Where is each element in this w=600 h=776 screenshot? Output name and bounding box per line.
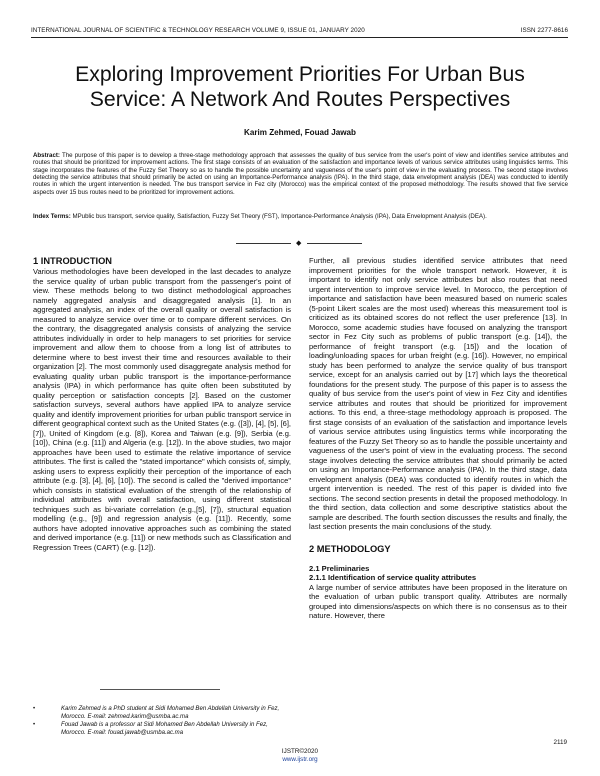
footnotes [33,705,291,737]
header-rule [31,37,568,38]
footnote-text: Karim Zehmed is a PhD student at Sidi Mohamed Ben Abdellah University in Fez, Morocco. E-mail: zehmed.karim@usmba.ac.ma [61,706,280,720]
footnote-rule [100,689,220,690]
intro-paragraph-1: Various methodologies have been developed in the last decades to analyze the service quality of urban public transport from the passenger's point of view. These methods belong to two distinct methodological approaches namely aggregated analysis and disaggregated analysis [1]. In an aggregated analysis, an index of the overall quality or overall satisfaction is measured to analyze service over time or to compare different services. On the contrary, the disaggregated analysis consists of analyzing the service attributes individually in order to help managers to set priorities for service improvement and allow them to choose from a long list of attributes to determine where to best invest their time and resources available to their organization [2]. The most commonly used disaggregate analysis method for evaluating quality urban public transport is the importance-performance analysis (IPA) in which performance has quite often been substituted by quality perception or satisfaction concepts [2]. Based on the customer satisfaction surveys, several authors have applied IPA to analyze service quality and identify improvement priorities for urban public transport service in different geographical context such as the United States (e.g. ([3]), [4], [5], [6], [7]), United of Kingdom (e.g. [8]), Korea and Taiwan (e.g. [9]), Serbia (e.g. [10]), China (e.g. [11]) and Algeria (e.g. [12]). In the above studies, two major approaches have been used to estimate the relative importance of service attributes. The first is called the "stated importance" which consists of, simply, asking users to express explicitly their perception of the importance of each attribute (e.g. [3], [4], [6], [10]). The second is called the "derived importance" which consists in statistical evaluation of the strength of the relationship of individual attributes with overall satisfaction, using different statistical techniques such as bi-variate correlation (e.g.,[5], [7]), structural equation modelling (e.g., [9]) and regression analysis (e.g. [11]). Recently, some authors have adopted innovative approaches such as combining the stated and derived importance (e.g. [11]) or new methods such as Classification and Regression Trees (CART) (e.g. [12]). [33,267,291,552]
footnote-item [33,721,291,737]
running-header [31,27,568,37]
footnote-item [33,705,291,721]
paper-title [20,62,580,112]
subsection-heading-preliminaries: 2.1 Preliminaries [309,563,370,573]
footnote-bullet: • [33,706,36,712]
separator-line-left [236,243,291,244]
section-heading-introduction: 1 INTRODUCTION [33,256,113,266]
footer-copyright: IJSTR©2020 [281,748,319,755]
subsubsection-heading-attributes: 2.1.1 Identification of service quality attributes [309,573,477,582]
intro-paragraph-2: Further, all previous studies identified service attributes that need improvement priorities for the whole transport network. However, it is important to identify not only service attributes but also routes that need urgent intervention to improve service level. In Morocco, the perception of importance and satisfaction have been measured based on numeric scales (5-point Likert scales are the most used) whereas this measurement tool is criticized as its obtained scores do not reflect the user preference [13]. In Morocco, some academic studies have focused on analyzing the transport sector in Fez City such as problems of public transport (e.g. [14]), the performance of freight transport (e.g. [15]) and the location of loading/unloading spaces for urban freight (e.g. [16]). However, no empirical study has been performed to analyze the service quality of bus transport service, except for an analysis carried out by [17] which lays the theoretical foundations for the present study. The purpose of this paper is to assess the quality of bus service from the user's point of view in Fez City and identifies service attributes and routes that should be prioritized for improvement actions. To this end, a three-stage methodology approach is proposed. The first stage consists of an evaluation of the satisfaction and importance levels of various service attributes using linguistics terms while incorporating the features of the Fuzzy Set Theory so as to handle the possible uncertainty and vagueness of the user's point of view in the evaluating process. The second stage involves detecting the service attributes that should primarily be acted on using an Importance-Performance analysis (IPA). In the third stage, data envelopment analysis (DEA) was conducted to identify routes in which the urgent intervention is needed. The rest of this paper is divided into five sections. The second section presents in detail the proposed methodology. In the third section, data collection and some descriptive statistics about the sample are described. The fourth section discusses the results and finally, the last section presents the main conclusions of the study. [309,256,567,531]
methodology-paragraph: A large number of service attributes have been proposed in the literature on the evaluation of urban public transport quality. Attributes are normally grouped into dimensions/aspects on which there is no consensus as to their nature. However, there [309,582,567,620]
abstract-text: The purpose of this paper is to develop a three-stage methodology approach that assesses the quality of bus service from the user's point of view and identifies service attributes and routes that should be prioritized for improvement actions. The first stage consists of an evaluation of the satisfaction and importance levels of various service attributes using linguistics terms. This stage incorporates the features of the Fuzzy Set Theory so as to handle the possible uncertainty and vagueness of the user's point of view in the evaluating process. The second stage involves detecting the service attributes that should primarily be acted on using an Importance-Performance analysis (IPA). In the third stage, data envelopment analysis (DEA) was conducted to identify routes in which the urgent intervention is needed. The bus transport service in Fez city (Morocco) was the empirical context of the proposed methodology. The results showed that five service aspects over 15 bus routes need to be prioritized for improvement actions. [33,152,568,196]
footnote-bullet: • [33,722,36,728]
title-line-2: Service: A Network And Routes Perspectives [89,88,511,111]
abstract-label: Abstract: [33,152,60,159]
page-number: 2119 [553,739,567,746]
issn: ISSN 2277-8616 [520,27,568,34]
index-terms-label: Index Terms: [33,213,71,220]
index-terms [33,213,568,220]
section-separator [0,239,600,247]
left-column [33,256,291,552]
footer-website-link[interactable]: www.ijstr.org [282,755,318,763]
section-heading-methodology: 2 METHODOLOGY [309,543,391,554]
separator-line-right [307,243,362,244]
journal-name: INTERNATIONAL JOURNAL OF SCIENTIFIC & TECHNOLOGY RESEARCH VOLUME 9, ISSUE 01, JANUARY 2020 [31,27,365,34]
page-footer [0,748,600,763]
authors: Karim Zehmed, Fouad Jawab [244,128,356,137]
footnote-text: Fouad Jawab is a professor at Sidi Mohamed Ben Abdellah University in Fez, Morocco. E-mail: fouad.jawab@usmba.ac.ma [61,722,268,736]
abstract [33,152,568,196]
separator-diamond: ◆ [296,240,302,247]
index-terms-text: MPublic bus transport, service quality, Satisfaction, Fuzzy Set Theory (FST), Importance-Performance Analysis (IPA), Data Envelopment Analysis (DEA). [70,213,487,220]
title-line-1: Exploring Improvement Priorities For Urban Bus [75,63,525,86]
right-column [309,256,567,621]
